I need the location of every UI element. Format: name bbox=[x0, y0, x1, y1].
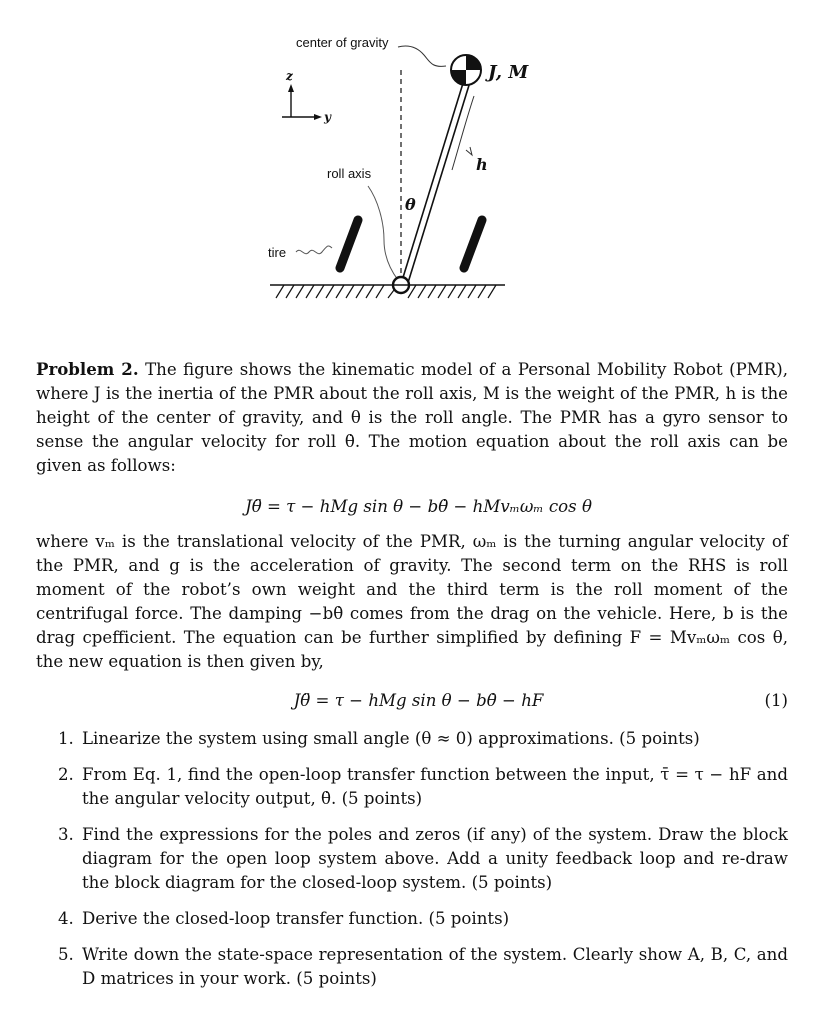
left-tire-icon bbox=[340, 220, 358, 268]
pendulum-rod-left bbox=[401, 80, 464, 284]
center-of-gravity-icon bbox=[451, 55, 481, 85]
tire-leader-line bbox=[296, 246, 332, 254]
list-item: 1. Linearize the system using small angle (θ ≈ 0) approximations. (5 points) bbox=[58, 729, 700, 748]
z-axis-label: z bbox=[286, 69, 293, 83]
theta-label: θ bbox=[405, 195, 416, 214]
list-item: 4. Derive the closed-loop transfer function. (5 points) bbox=[58, 909, 510, 928]
cg-leader-line bbox=[398, 46, 446, 66]
roll-axis-label: roll axis bbox=[327, 166, 372, 181]
pmr-figure bbox=[0, 0, 837, 320]
ground-hatch bbox=[276, 285, 496, 298]
axes-icon bbox=[282, 84, 322, 120]
list-item: 2. From Eq. 1, find the open-loop transfer function between the input, τ̄ = τ − hF and the angular velocity output, θ̇. (5 points) bbox=[58, 765, 788, 808]
right-tire-icon bbox=[464, 220, 482, 268]
simplified-equation: Jθ̈ = τ − hMg sin θ − bθ̇ − hF bbox=[293, 691, 544, 710]
motion-equation: Jθ̈ = τ − hMg sin θ − bθ̇ − hMvₘωₘ cos θ bbox=[245, 497, 592, 516]
question-list bbox=[58, 727, 788, 1003]
roll-axis-leader-line bbox=[368, 186, 398, 280]
problem-title: Problem 2. bbox=[36, 359, 139, 379]
y-axis-label: y bbox=[324, 110, 331, 124]
tire-label: tire bbox=[268, 245, 287, 260]
list-item: 3. Find the expressions for the poles and zeros (if any) of the system. Draw the block diagram for the open loop system above. Add a unity feedback loop and re-draw the block diagram for the closed-loop system. (5 points) bbox=[58, 825, 788, 892]
problem-intro bbox=[36, 357, 788, 478]
list-item: 5. Write down the state-space representation of the system. Clearly show A, B, C, and D matrices in your work. (5 points) bbox=[58, 945, 788, 988]
equation-number: (1) bbox=[764, 691, 788, 710]
cg-label: center of gravity bbox=[296, 35, 389, 50]
problem-intro-text: The figure shows the kinematic model of a Personal Mobility Robot (PMR), where J is the inertia of the PMR about the roll axis, M is the weight of the PMR, h is the height of the center of gravity, and θ is the roll angle. The PMR has a gyro sensor to sense the angular velocity for roll θ̇. The motion equation about the roll axis can be given as follows: bbox=[36, 360, 788, 475]
pendulum-rod-right bbox=[407, 82, 470, 286]
equation-explanation: where vₘ is the translational velocity of the PMR, ωₘ is the turning angular velocity of the PMR, and g is the acceleration of gravity. The second term on the RHS is roll moment of the robot’s own weight and the third term is the roll moment of the centrifugal force. The damping −bθ̇ comes from the drag on the vehicle. Here, b is the drag cpefficient. The equation can be further simplified by defining F = Mvₘωₘ cos θ, the new equation is then given by, bbox=[36, 532, 788, 671]
jm-label: J, M bbox=[488, 62, 529, 83]
h-label: h bbox=[476, 155, 488, 174]
